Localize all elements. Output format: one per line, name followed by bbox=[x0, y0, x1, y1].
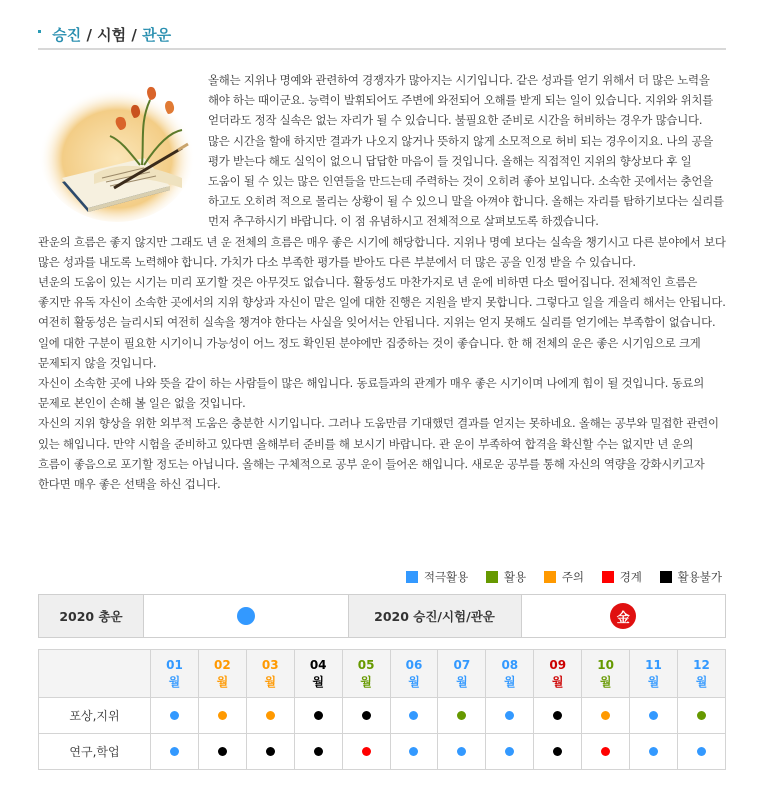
fortune-dot-icon bbox=[266, 711, 275, 720]
title-part-promotion: 승진 bbox=[52, 26, 82, 44]
fortune-dot-icon bbox=[409, 711, 418, 720]
color-legend bbox=[330, 569, 722, 585]
month-cell bbox=[390, 734, 438, 770]
month-cell bbox=[582, 698, 630, 734]
summary-value-career bbox=[522, 595, 726, 637]
fortune-article bbox=[38, 70, 726, 494]
month-cell bbox=[151, 698, 199, 734]
month-unit: 월 bbox=[264, 674, 277, 689]
month-cell bbox=[630, 734, 678, 770]
month-cell bbox=[677, 734, 725, 770]
month-unit: 월 bbox=[312, 674, 324, 689]
fortune-dot-icon bbox=[649, 711, 658, 720]
month-header-09 bbox=[534, 650, 582, 698]
monthly-fortune-table bbox=[38, 649, 726, 770]
legend-item: 활용 bbox=[486, 569, 526, 585]
month-number: 08 bbox=[501, 657, 519, 672]
month-cell bbox=[294, 734, 342, 770]
legend-swatch bbox=[544, 571, 556, 583]
title-separator: / bbox=[131, 26, 137, 44]
month-header-12 bbox=[677, 650, 725, 698]
fortune-dot-icon bbox=[457, 711, 466, 720]
month-header-08 bbox=[486, 650, 534, 698]
month-header-05 bbox=[342, 650, 390, 698]
yearly-summary-table bbox=[38, 594, 726, 638]
month-cell bbox=[246, 734, 294, 770]
fortune-dot-icon bbox=[505, 711, 514, 720]
title-separator: / bbox=[86, 26, 92, 44]
table-row bbox=[39, 698, 726, 734]
fortune-dot-icon bbox=[170, 711, 179, 720]
legend-item: 활용불가 bbox=[660, 569, 722, 585]
month-unit: 월 bbox=[360, 674, 372, 689]
month-header-04 bbox=[294, 650, 342, 698]
content-area bbox=[38, 24, 726, 494]
total-fortune-dot-icon bbox=[237, 607, 255, 625]
month-number: 04 bbox=[309, 657, 327, 672]
month-cell bbox=[438, 734, 486, 770]
month-cell bbox=[677, 698, 725, 734]
month-unit: 월 bbox=[216, 674, 229, 689]
month-unit: 월 bbox=[408, 674, 420, 689]
fortune-dot-icon bbox=[553, 747, 562, 756]
month-unit: 월 bbox=[647, 674, 660, 689]
book-and-orchid-illustration bbox=[32, 70, 202, 230]
month-unit: 월 bbox=[695, 674, 708, 689]
month-cell bbox=[390, 698, 438, 734]
fortune-dot-icon bbox=[314, 711, 323, 720]
month-unit: 월 bbox=[504, 674, 516, 689]
legend-swatch bbox=[602, 571, 614, 583]
fortune-dot-icon bbox=[218, 747, 227, 756]
fortune-dot-icon bbox=[314, 747, 323, 756]
month-number: 06 bbox=[405, 657, 423, 672]
fortune-dot-icon bbox=[266, 747, 275, 756]
month-unit: 월 bbox=[551, 674, 564, 689]
fortune-dot-icon bbox=[362, 711, 371, 720]
month-header-01 bbox=[151, 650, 199, 698]
title-bullet-icon bbox=[38, 30, 41, 33]
month-number: 09 bbox=[549, 657, 567, 672]
month-header-02 bbox=[198, 650, 246, 698]
fortune-dot-icon bbox=[697, 747, 706, 756]
fortune-dot-icon bbox=[697, 711, 706, 720]
month-number: 03 bbox=[261, 657, 279, 672]
legend-item: 주의 bbox=[544, 569, 584, 585]
table-corner bbox=[39, 650, 151, 698]
month-unit: 월 bbox=[599, 674, 612, 689]
month-cell bbox=[582, 734, 630, 770]
month-cell bbox=[198, 734, 246, 770]
month-cell bbox=[246, 698, 294, 734]
month-cell bbox=[151, 734, 199, 770]
fortune-dot-icon bbox=[409, 747, 418, 756]
legend-swatch bbox=[486, 571, 498, 583]
fortune-dot-icon bbox=[218, 711, 227, 720]
month-number: 02 bbox=[214, 657, 231, 672]
month-number: 01 bbox=[166, 657, 183, 672]
month-unit: 월 bbox=[168, 674, 181, 689]
legend-swatch bbox=[406, 571, 418, 583]
month-header-07 bbox=[438, 650, 486, 698]
month-cell bbox=[486, 734, 534, 770]
legend-swatch bbox=[660, 571, 672, 583]
month-number: 10 bbox=[597, 657, 614, 672]
article-paragraph: 관운의 흐름은 좋지 않지만 그래도 년 운 전체의 흐름은 매우 좋은 시기에 해당합니다. 지위나 명예 보다는 실속을 챙기시고 다른 분야에서 보다 많은 성과를 내도록 노력해야 합니다. 가치가 다소 부족한 평가를 받아도 다른 부분에서 더 많은 공을 인정 받을 수 있습니다. bbox=[38, 234, 726, 269]
fortune-dot-icon bbox=[457, 747, 466, 756]
article-paragraph: 올해는 지위나 명예와 관련하여 경쟁자가 많아지는 시기입니다. 같은 성과를 얻기 위해서 더 많은 노력을 해야 하는 때이군요. 능력이 발휘되어도 주변에 와전되어 오해를 받게 되는 일이 있습니다. 지위와 위치를 얻더라도 정작 실속은 없는 자리가 될 수 있습니다. 불필요한 준비로 시간을 허비하는 경우가 많습니다. 많은 시간을 할애 하지만 결과가 나오지 않거나 뜻하지 않게 소모적으로 허비 되는 경우이지요. 나의 공을 평가 받는다 해도 실익이 없으니 답답한 마음이 들 것입니다. 올해는 직접적인 지위의 향상보다 후 일 도움이 될 수 있는 많은 인연들을 만드는데 주력하는 것이 오히려 좋아 보입니다. 소속한 곳에서는 충언을 하고도 오히려 적으로 몰리는 상황이 될 수 있으니 말을 아껴야 합니다. 올해는 자리를 탐하기보다는 실리를 먼저 추구하시기 바랍니다. 이 점 유념하시고 전체적으로 살펴보도록 하겠습니다. bbox=[208, 73, 724, 229]
month-cell bbox=[198, 698, 246, 734]
month-number: 11 bbox=[645, 657, 662, 672]
fortune-dot-icon bbox=[553, 711, 562, 720]
legend-item: 경계 bbox=[602, 569, 642, 585]
fortune-dot-icon bbox=[601, 711, 610, 720]
table-row bbox=[39, 734, 726, 770]
month-unit: 월 bbox=[456, 674, 468, 689]
month-cell bbox=[534, 734, 582, 770]
month-header-10 bbox=[582, 650, 630, 698]
month-cell bbox=[438, 698, 486, 734]
month-cell bbox=[342, 734, 390, 770]
article-paragraph: 자신이 소속한 곳에 나와 뜻을 같이 하는 사람들이 많은 해입니다. 동료들과의 관계가 매우 좋은 시기이며 나에게 힘이 될 것입니다. 동료의 문제로 본인이 손해 볼 일은 없을 것입니다. bbox=[38, 376, 705, 411]
page-title bbox=[38, 24, 726, 50]
month-header-03 bbox=[246, 650, 294, 698]
month-cell bbox=[342, 698, 390, 734]
month-cell bbox=[534, 698, 582, 734]
month-number: 12 bbox=[693, 657, 710, 672]
month-header-06 bbox=[390, 650, 438, 698]
row-label: 포상,지위 bbox=[39, 698, 151, 734]
summary-label-career: 2020 승진/시험/관운 bbox=[348, 595, 522, 637]
fortune-dot-icon bbox=[170, 747, 179, 756]
month-header-row bbox=[39, 650, 726, 698]
row-label: 연구,학업 bbox=[39, 734, 151, 770]
article-paragraph: 자신의 지위 향상을 위한 외부적 도움은 충분한 시기입니다. 그러나 도움만큼 기대했던 결과를 얻지는 못하네요. 올해는 공부와 밀접한 관련이 있는 해입니다. 만약 시험을 준비하고 있다면 올해부터 준비를 해 보시기 바랍니다. 관 운이 부족하여 합격을 확신할 수는 없지만 년 운의 흐름이 좋음으로 포기할 정도는 아닙니다. 올해는 구체적으로 공부 운이 들어온 해입니다. 새로운 공부를 통해 자신의 역량을 강화시키고자 한다면 매우 좋은 선택을 하신 겁니다. bbox=[38, 416, 719, 492]
month-cell bbox=[630, 698, 678, 734]
month-cell bbox=[486, 698, 534, 734]
fortune-dot-icon bbox=[601, 747, 610, 756]
article-paragraph: 년운의 도움이 있는 시기는 미리 포기할 것은 아무것도 없습니다. 활동성도 마찬가지로 년 운에 비하면 다소 떨어집니다. 전체적인 흐름은 좋지만 유독 자신이 소속한 곳에서의 지위 향상과 자신이 맡은 일에 대한 진행은 지원을 받지 못합니다. 그렇다고 일을 게을리 해서는 안됩니다. 여전히 활동성은 늘리시되 여전히 실속을 챙겨야 한다는 사실을 잊어서는 안됩니다. 지위는 얻지 못해도 실리를 얻기에는 부족함이 없습니다. 일에 대한 구분이 필요한 시기이니 가능성이 어느 정도 확인된 분야에만 집중하는 것이 좋습니다. 한 해 전체의 운은 좋은 시기임으로 크게 문제되지 않을 것입니다. bbox=[38, 275, 726, 370]
fortune-dot-icon bbox=[649, 747, 658, 756]
month-cell bbox=[294, 698, 342, 734]
legend-item: 적극활용 bbox=[406, 569, 468, 585]
fortune-dot-icon bbox=[362, 747, 371, 756]
summary-label-total: 2020 총운 bbox=[39, 595, 144, 637]
month-header-11 bbox=[630, 650, 678, 698]
month-number: 07 bbox=[453, 657, 471, 672]
gold-badge-icon: 金 bbox=[610, 603, 636, 629]
month-number: 05 bbox=[357, 657, 375, 672]
title-part-career: 관운 bbox=[142, 26, 172, 44]
title-part-exam: 시험 bbox=[97, 26, 127, 44]
fortune-dot-icon bbox=[505, 747, 514, 756]
summary-value-total bbox=[144, 595, 348, 637]
